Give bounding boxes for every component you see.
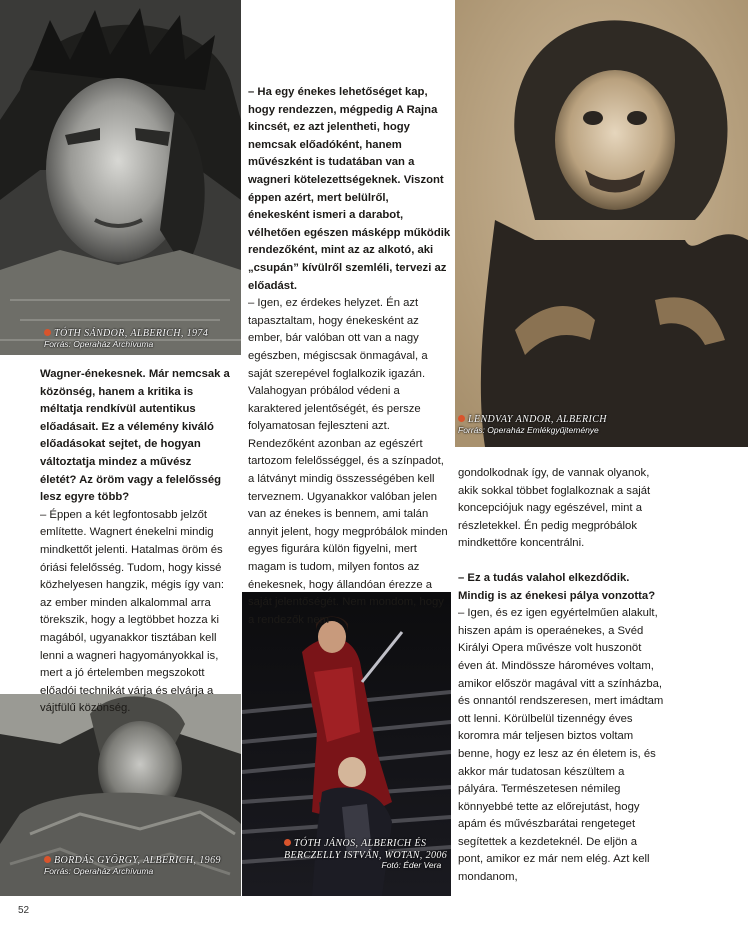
- photo-toth-sandor: [0, 0, 241, 355]
- caption-source: Forrás: Operaház Archívuma: [44, 865, 154, 876]
- bullet-dot-icon: [284, 839, 291, 846]
- photo-toth-sandor-image: [0, 0, 241, 355]
- caption-title-line1: TÓTH JÁNOS, ALBERICH ÉS: [294, 838, 427, 849]
- caption-source: Forrás: Operaház Emlékgyűjteménye: [458, 424, 599, 435]
- photo-caption: [44, 855, 221, 876]
- caption-source: Forrás: Operaház Archívuma: [44, 338, 154, 349]
- photo-lendvay-andor-image: [455, 0, 748, 447]
- interview-answer: – Igen, ez érdekes helyzet. Én azt tapasztaltam, hogy énekesként az ember, bár valóban ott van a nagy egészben, mégiscsak önmagával, a saját szerepével foglalkozik igazán. Valahogyan próbálod védeni a karaktered jelentőségét, és persze folyamatosan fejleszteni azt. Rendezőként azonban az egészért tartozom felelősséggel, és a színpadot, a látványt mindig összességében kell terveznem. Ugyanakkor valóban jelen van az énekes is bennem, ami talán annyit jelent, hogy megpróbálok minden egyes figurára külön figyelni, mert magam is tudom, milyen fontos az énekesnek, hogy állandóan érezze a saját jelentőségét. Nem mondom, hogy a rendezők nem: [248, 297, 448, 626]
- interview-question: – Ez a tudás valahol elkezdődik. Mindig is az énekesi pálya vonzotta?: [458, 571, 656, 602]
- text-column-middle: [248, 84, 452, 629]
- interview-answer: – Igen, és ez igen egyértelműen alakult, hiszen apám is operaénekes, a Svéd Királyi Opera művésze volt huszonöt éven át. Mindössze hároméves voltam, amikor először magával vitt a színházba, és onnantól rendszeresen, mert imádtam ott lenni. Körülbelül tizennégy éves koromra már teljesen biztos voltam benne, hogy ez lesz az én életem is, és akkor már tudatosan készültem a pályára. Természetesen némileg könnyebbé tette az előrejutást, hogy apám és művészbarátai rengeteget segítettek a kezdeteknél. De eljön a pont, amikor ez már nem elég. Azt kell mondanom,: [458, 607, 664, 884]
- text-column-left: [40, 366, 230, 718]
- photo-toth-janos: [242, 592, 451, 896]
- photo-bordas-gyorgy: [0, 694, 241, 896]
- photo-caption: [284, 838, 447, 871]
- caption-title: TÓTH SÁNDOR, ALBERICH, 1974: [54, 328, 209, 339]
- photo-lendvay-andor: [455, 0, 748, 447]
- text-column-right: [458, 465, 664, 887]
- bullet-dot-icon: [44, 329, 51, 336]
- interview-answer: – Éppen a két legfontosabb jelzőt említette. Wagnert énekelni mindig mindkettőt jelenti. Hatalmas öröm és óriási felelősség. Tudom, hogy kissé közhelyesen hangzik, mégis így van: az ember minden alkalommal arra törekszik, hogy a legtöbbet hozza ki magából, ugyanakkor tisztában kell lenni a wagneri hagyományokkal is, mert a jó értelemben megszokott előadói technikát várja és elvárja a vájtfülű közönség.: [40, 508, 224, 715]
- bullet-dot-icon: [44, 856, 51, 863]
- caption-title-line2: BERCZELLY ISTVÁN, WOTAN, 2006: [284, 849, 448, 861]
- caption-source: Fotó: Éder Vera: [381, 860, 442, 870]
- interview-question: Wagner-énekesnek. Már nemcsak a közönség, hanem a kritika is méltatja rendkívül autentikus előadásait. Ez a vélemény kiváló előadásokat sejtet, de hogyan változtatja mindez a művész életét? Az öröm vagy a felelősség lesz egyre több?: [40, 368, 230, 504]
- photo-caption: [458, 414, 607, 435]
- caption-title: BORDÁS GYÖRGY, ALBERICH, 1969: [54, 855, 221, 866]
- caption-title: LENDVAY ANDOR, ALBERICH: [468, 414, 607, 425]
- interview-question: – Ha egy énekes lehetőséget kap, hogy rendezzen, mégpedig A Rajna kincsét, ez azt jelentheti, hogy nemcsak előadóként, hanem művészként is tudatában van a wagneri kötelezettségeknek. Viszont éppen azért, mert belülről, énekesként ismeri a darabot, vélhetően egészen másképp működik rendezőként, mint az az alkotó, aki „csupán” kívülről szemléli, tervezi az előadást.: [248, 86, 451, 292]
- page-number: 52: [18, 905, 30, 916]
- interview-answer-continued: gondolkodnak így, de vannak olyanok, akik sokkal többet foglalkoznak a saját koncepciójuk nagy egészével, mint a részletekkel. Én pedig megpróbálok mindkettőre koncentrálni.: [458, 467, 651, 550]
- photo-caption: [44, 328, 208, 349]
- bullet-dot-icon: [458, 415, 465, 422]
